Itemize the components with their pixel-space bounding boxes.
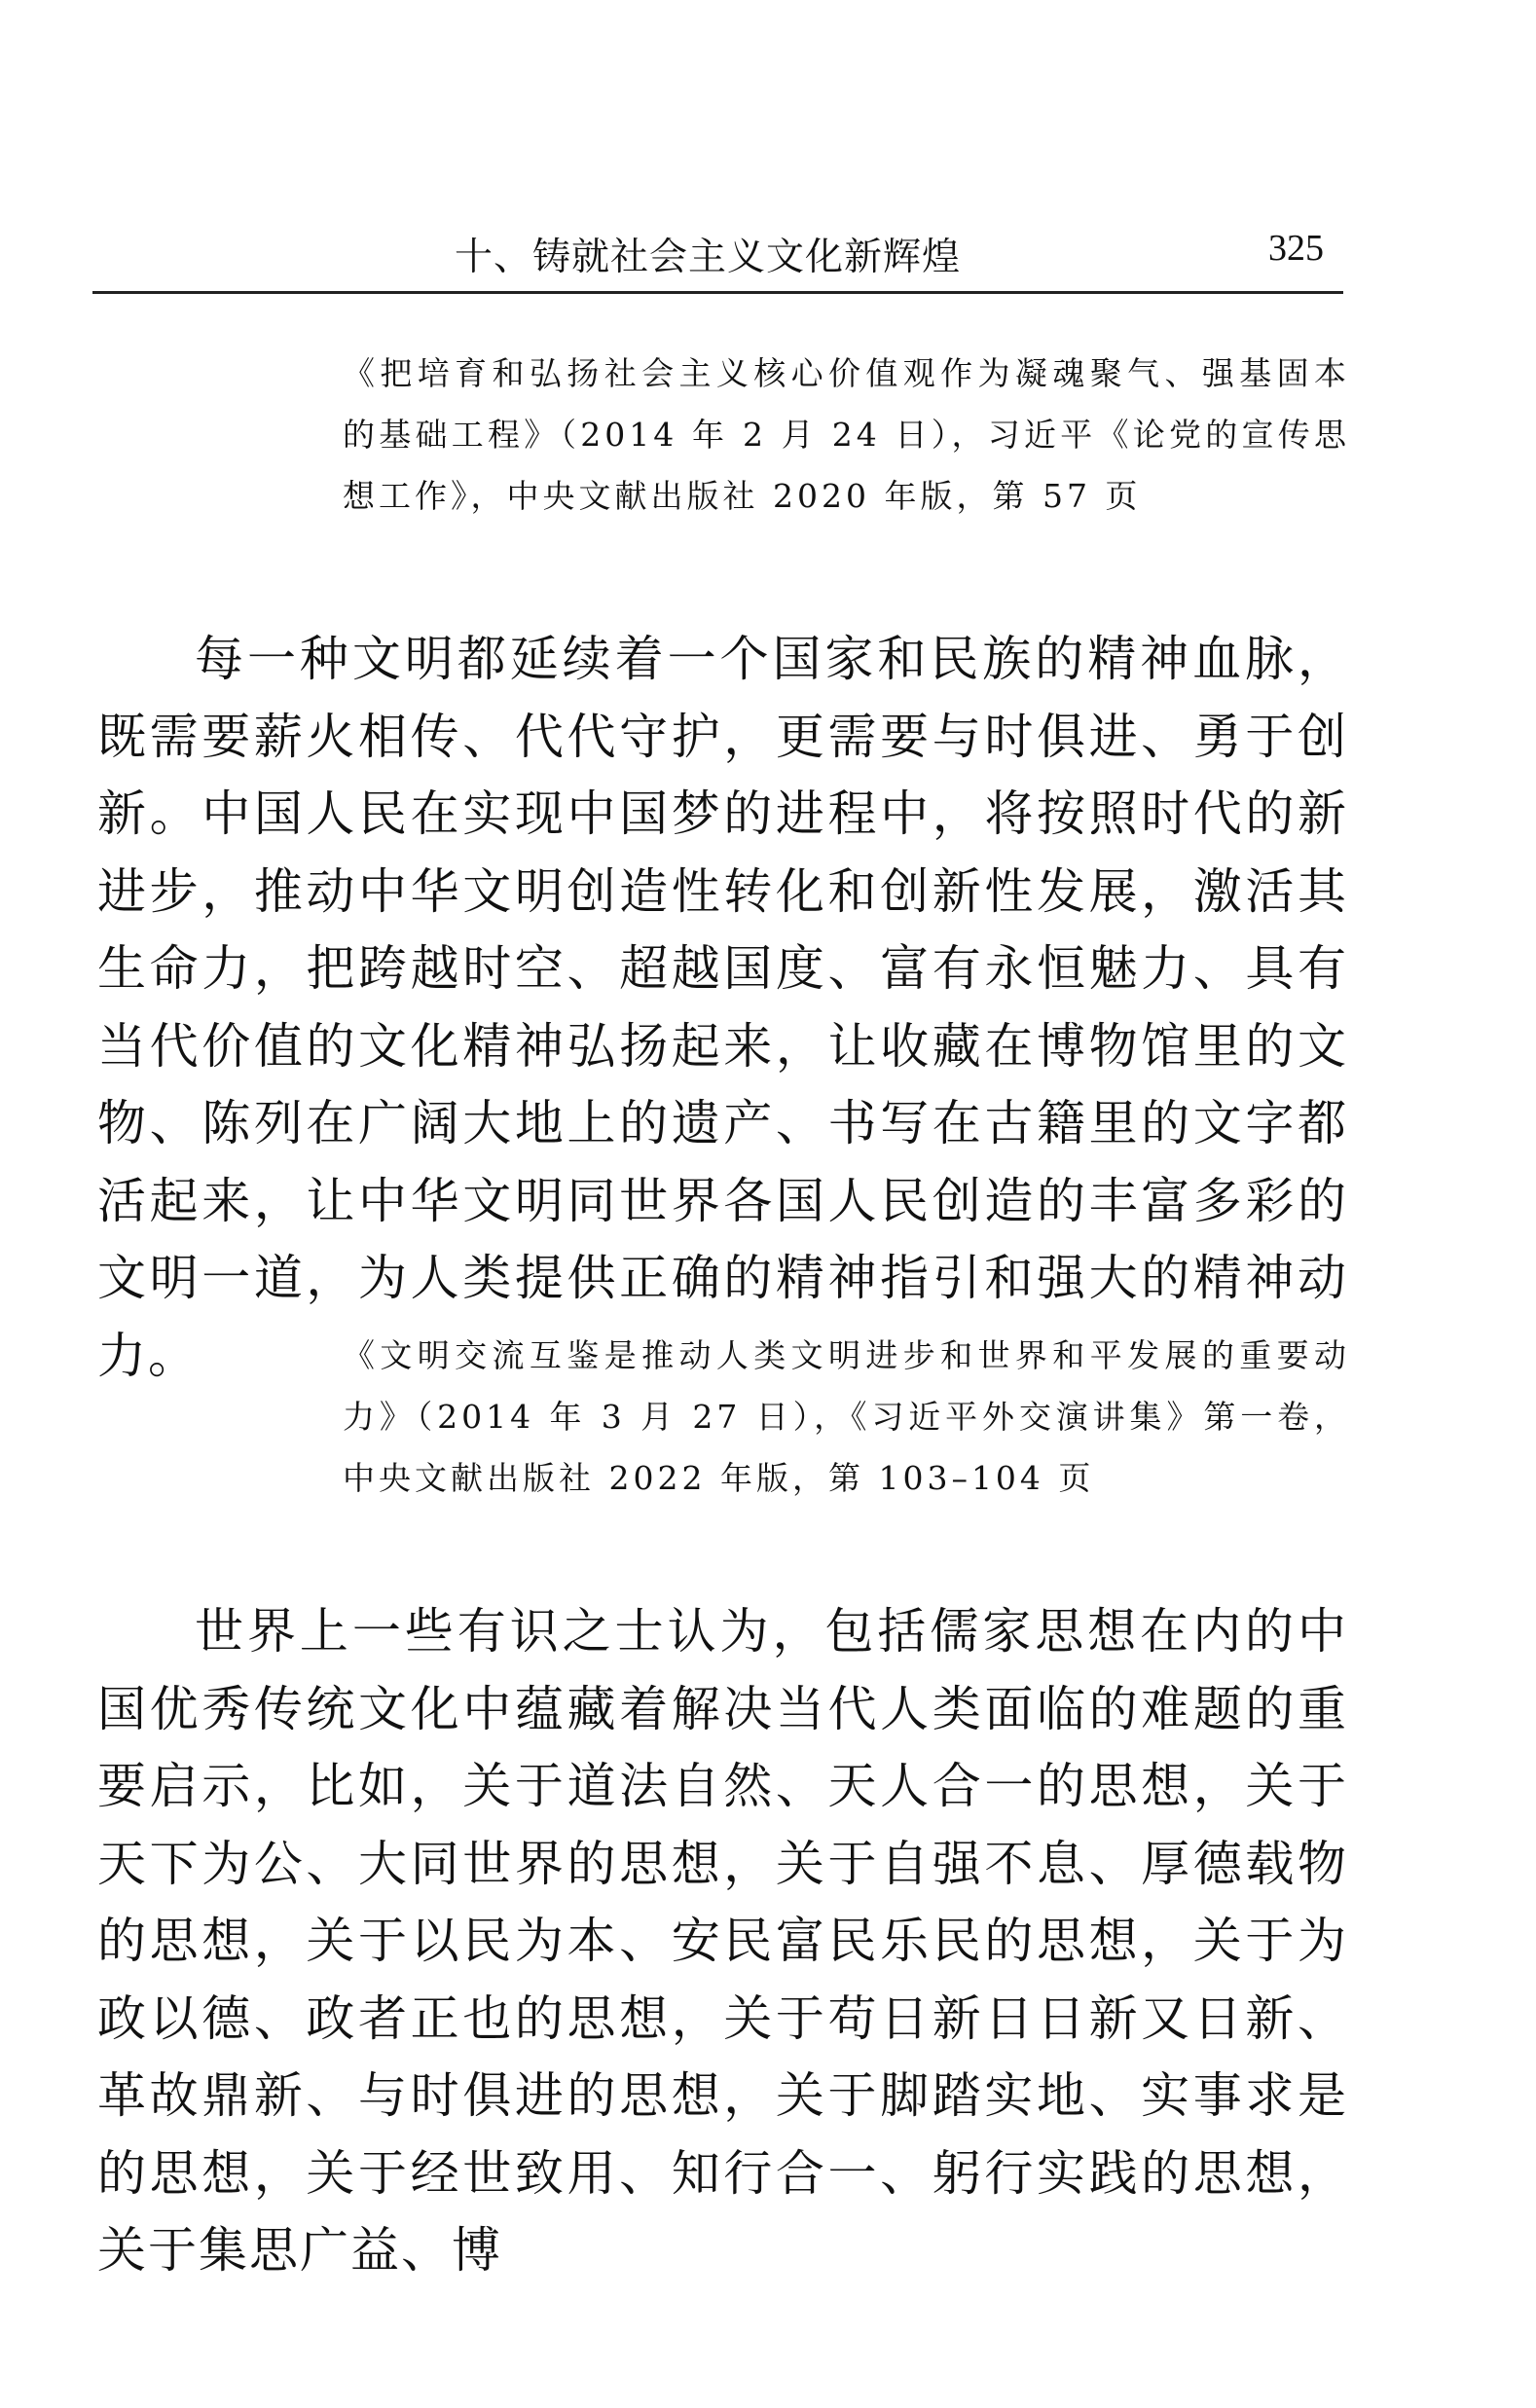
page-number: 325 [1268,228,1324,269]
body-paragraph-1: 每一种文明都延续着一个国家和民族的精神血脉，既需要薪火相传、代代守护，更需要与时俱进、勇于创新。中国人民在实现中国梦的进程中，将按照时代的新进步，推动中华文明创造性转化和创新性发展，激活其生命力，把跨越时空、超越国度、富有永恒魅力、具有当代价值的文化精神弘扬起来，让收藏在博物馆里的文物、陈列在广阔大地上的遗产、书写在古籍里的文字都活起来，让中华文明同世界各国人民创造的丰富多彩的文明一道，为人类提供正确的精神指引和强大的精神动力。 [97,631,1348,1384]
body-paragraph-2: 世界上一些有识之士认为，包括儒家思想在内的中国优秀传统文化中蕴藏着解决当代人类面临的难题的重要启示，比如，关于道法自然、天人合一的思想，关于天下为公、大同世界的思想，关于自强不息、厚德载物的思想，关于以民为本、安民富民乐民的思想，关于为政以德、政者正也的思想，关于苟日新日日新又日新、革故鼎新、与时俱进的思想，关于脚踏实地、实事求是的思想，关于经世致用、知行合一、躬行实践的思想，关于集思广益、博 [97,1603,1348,2279]
running-header [92,219,1343,287]
chapter-title: 十、铸就社会主义文化新辉煌 [455,236,962,279]
citation-source-2: 《文明交流互鉴是推动人类文明进步和世界和平发展的重要动力》（2014 年 3 月 27 日），《习近平外交演讲集》第一卷，中央文献出版社 2022 年版，第 103–104 页 [343,1336,1350,1497]
header-divider [92,291,1343,294]
citation-source-1: 《把培育和弘扬社会主义核心价值观作为凝魂聚气、强基固本的基础工程》（2014 年 2 月 24 日），习近平《论党的宣传思想工作》，中央文献出版社 2020 年版，第 57 页 [343,354,1350,515]
